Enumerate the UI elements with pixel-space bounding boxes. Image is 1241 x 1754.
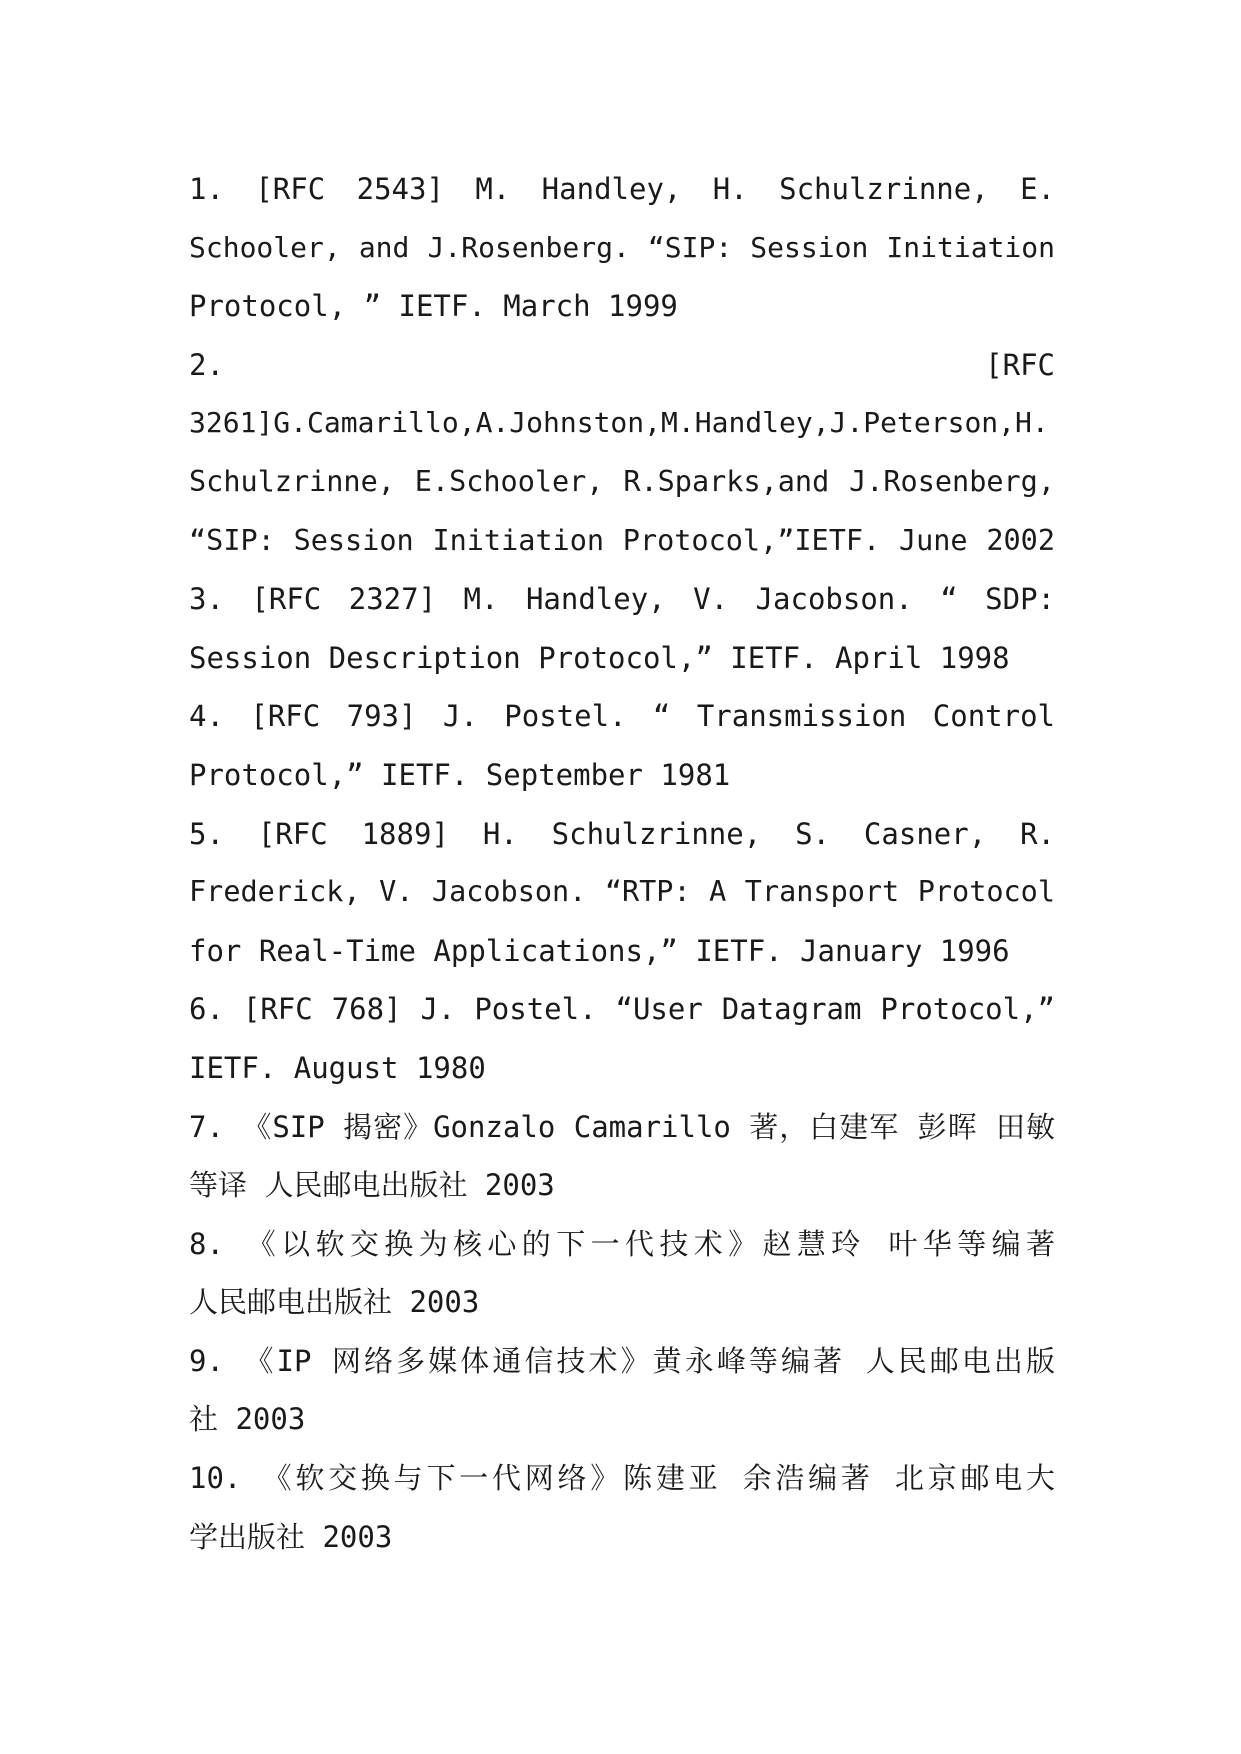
reference-line: 3261]G.Camarillo,A.Johnston,M.Handley,J.Peterson,H. [189,406,1049,440]
reference-line: 人民邮电出版社 2003 [189,1285,480,1320]
reference-line: Protocol,” IETF. September 1981 [189,757,731,792]
reference-item [189,805,1055,981]
reference-item [189,980,1055,1097]
reference-line: 等译 人民邮电出版社 2003 [189,1168,555,1203]
reference-item [189,570,1055,687]
reference-item [189,160,1055,336]
reference-line: 社 2003 [189,1402,306,1437]
reference-line: “SIP: Session Initiation Protocol,”IETF. June 2002 [189,523,1055,557]
reference-line: 4. [RFC 793] J. Postel. “ Transmission Control [189,699,1055,734]
reference-item [189,1098,1055,1215]
reference-line: IETF. August 1980 [189,1050,486,1085]
reference-line: 学出版社 2003 [189,1519,393,1554]
reference-line: 9. 《IP 网络多媒体通信技术》黄永峰等编著 人民邮电出版 [189,1343,1055,1378]
reference-line: 2. [RFC [189,347,1055,382]
reference-line: Session Description Protocol,” IETF. April 1998 [189,640,1010,675]
reference-item [189,1332,1055,1449]
reference-line: Schulzrinne, E.Schooler, R.Sparks,and J.Rosenberg, [189,464,1055,498]
reference-line: for Real-Time Applications,” IETF. January 1996 [189,933,1010,968]
reference-line: Frederick, V. Jacobson. “RTP: A Transport Protocol [189,875,1055,909]
reference-line: 10. 《软交换与下一代网络》陈建亚 余浩编著 北京邮电大 [189,1461,1055,1496]
reference-item [189,687,1055,804]
reference-line: Schooler, and J.Rosenberg. “SIP: Session Initiation [189,230,1055,264]
reference-line: Protocol, ” IETF. March 1999 [189,289,678,324]
reference-item [189,1215,1055,1332]
reference-line: 1. [RFC 2543] M. Handley, H. Schulzrinne, E. [189,172,1055,206]
reference-item [189,336,1055,570]
reference-line: 7. 《SIP 揭密》Gonzalo Camarillo 著，白建军 彭晖 田敏 [189,1109,1055,1144]
reference-line: 3. [RFC 2327] M. Handley, V. Jacobson. “ SDP: [189,582,1055,617]
reference-line: 6. [RFC 768] J. Postel. “User Datagram Protocol,” [189,992,1055,1027]
reference-list [189,160,1055,1566]
reference-item [189,1449,1055,1566]
reference-line: 5. [RFC 1889] H. Schulzrinne, S. Casner, R. [189,816,1055,851]
reference-line: 8. 《以软交换为核心的下一代技术》赵慧玲 叶华等编著 [189,1226,1055,1261]
